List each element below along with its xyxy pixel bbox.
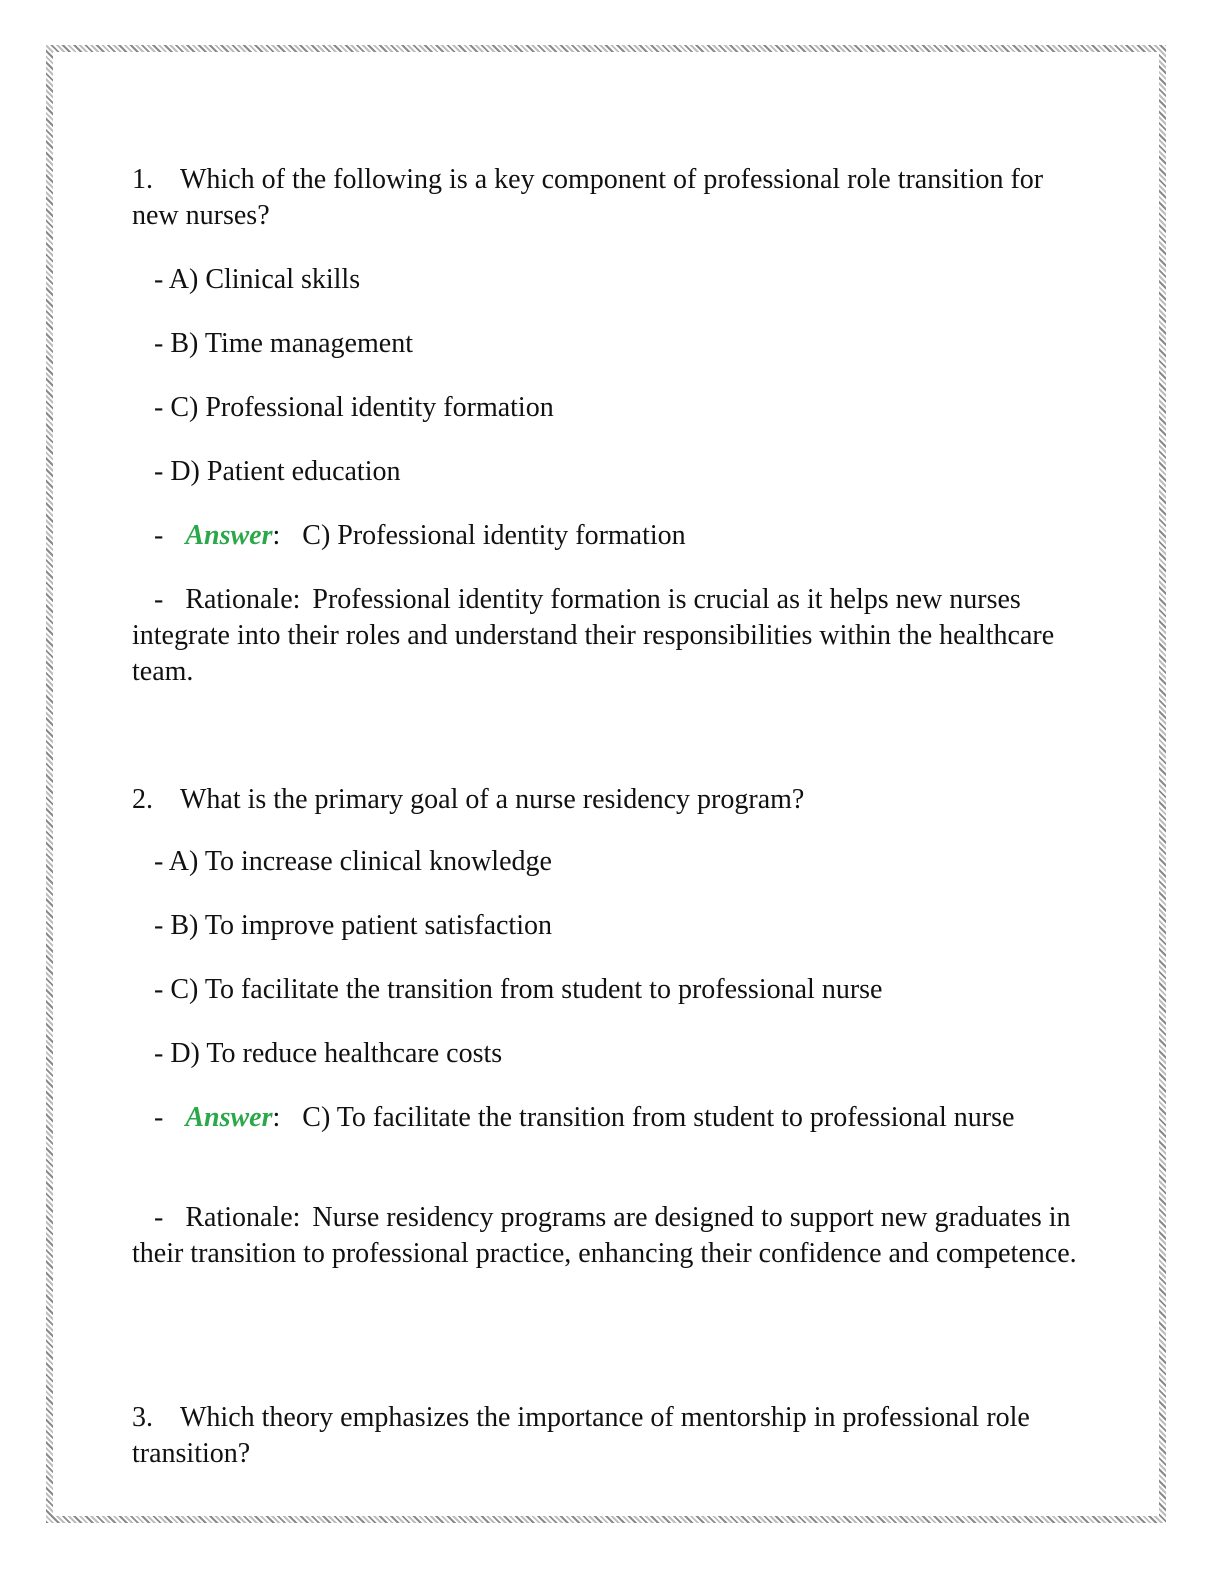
question-stem: Which of the following is a key component of professional role transition for new nurses?	[132, 164, 1044, 231]
rationale-label: Rationale:	[185, 1202, 301, 1233]
option-d: - D) Patient education	[154, 456, 401, 487]
option-c: - C) To facilitate the transition from student to professional nurse	[154, 974, 883, 1005]
rationale-dash: -	[154, 584, 164, 615]
answer-label: Answer	[185, 1102, 273, 1133]
answer-line	[132, 518, 686, 554]
question-1-text	[132, 162, 1092, 234]
answer-label: Answer	[185, 520, 273, 551]
rationale	[132, 582, 1092, 690]
option-a: - A) Clinical skills	[154, 264, 361, 295]
answer-colon: :	[272, 520, 281, 551]
answer-dash: -	[154, 520, 164, 551]
rationale-dash: -	[154, 1202, 164, 1233]
option-d: - D) To reduce healthcare costs	[154, 1038, 503, 1069]
answer-dash: -	[154, 1102, 164, 1133]
question-stem: Which theory emphasizes the importance of mentorship in professional role transition?	[132, 1402, 1030, 1469]
answer-line	[132, 1100, 1092, 1136]
question-2-text	[132, 782, 1092, 818]
rationale	[132, 1200, 1092, 1272]
option-b: - B) Time management	[154, 328, 413, 359]
option-c: - C) Professional identity formation	[154, 392, 554, 423]
option-a: - A) To increase clinical knowledge	[154, 846, 552, 877]
question-number: 1.	[132, 164, 153, 195]
question-stem: What is the primary goal of a nurse residency program?	[180, 784, 805, 815]
answer-text: C) To facilitate the transition from student to professional nurse	[302, 1102, 1015, 1133]
question-number: 3.	[132, 1402, 153, 1433]
answer-text: C) Professional identity formation	[302, 520, 686, 551]
option-b: - B) To improve patient satisfaction	[154, 910, 552, 941]
rationale-text: Professional identity formation is crucial as it helps new nurses integrate into their roles and understand their responsibilities within the healthcare team.	[132, 584, 1055, 687]
answer-colon: :	[272, 1102, 281, 1133]
rationale-label: Rationale:	[185, 584, 301, 615]
question-number: 2.	[132, 784, 153, 815]
rationale-text: Nurse residency programs are designed to support new graduates in their transition to professional practice, enhancing their confidence and competence.	[132, 1202, 1077, 1269]
question-3-text	[132, 1400, 1092, 1472]
